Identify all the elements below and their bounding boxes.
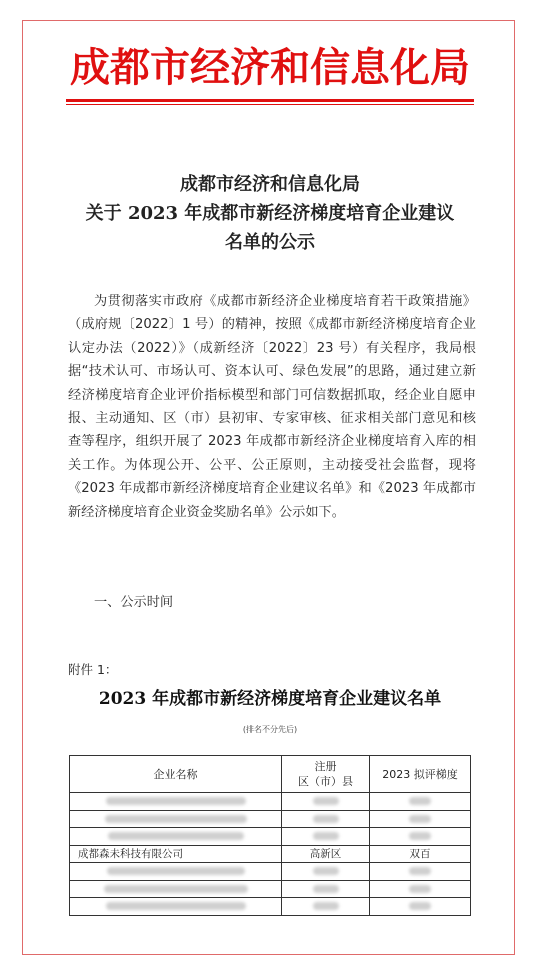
table-row-blurred bbox=[70, 793, 471, 811]
redacted-text bbox=[313, 797, 339, 805]
table-row-blurred bbox=[70, 863, 471, 881]
body-paragraph: 为贯彻落实市政府《成都市新经济企业梯度培育若干政策措施》（成府规〔2022〕1 号）的精神，按照《成都市新经济梯度培育企业认定办法（2022）》（成新经济〔2022〕23 号）有关程序，我局根据“技术认可、市场认可、资本认可、绿色发展”的思路，通过建立新经济梯度培育企业评价指标模型和部门可信数据抓取，经企业自愿申报、主动通知、区（市）县初审、专家审核、征求相关部门意见和核查等程序，组织开展了 2023 年成都市新经济企业梯度培育入库的相关工作。为体现公开、公平、公正原则，主动接受社会监督，现将《2023 年成都市新经济梯度培育企业建议名单》和《2023 年成都市新经济梯度培育企业资金奖励名单》公示如下。 bbox=[68, 294, 476, 520]
attachment-list-title: 2023 年成都市新经济梯度培育企业建议名单 bbox=[98, 689, 442, 709]
table-row-blurred bbox=[70, 880, 471, 898]
table-header-row bbox=[70, 756, 471, 793]
company-list-table bbox=[69, 755, 471, 916]
header-company-name: 企业名称 bbox=[70, 756, 282, 793]
masthead-rule-thin bbox=[66, 104, 474, 105]
district-cell: 高新区 bbox=[282, 845, 370, 863]
redacted-text bbox=[409, 815, 431, 823]
document-title-line3: 名单的公示 bbox=[225, 232, 315, 253]
redacted-text bbox=[409, 797, 431, 805]
redacted-text bbox=[105, 815, 247, 823]
header-district-line1: 注册 bbox=[314, 760, 337, 773]
redacted-text bbox=[313, 885, 339, 893]
section-heading-publicity-period: 一、公示时间 bbox=[94, 595, 174, 610]
table-row-blurred bbox=[70, 898, 471, 916]
table-row bbox=[70, 845, 471, 863]
redacted-text bbox=[313, 832, 339, 840]
redacted-text bbox=[409, 832, 431, 840]
company-name-cell: 成都森未科技有限公司 bbox=[70, 845, 282, 863]
redacted-text bbox=[104, 885, 248, 893]
table-row-blurred bbox=[70, 810, 471, 828]
redacted-text bbox=[106, 797, 246, 805]
agency-masthead: 成都市经济和信息化局 bbox=[70, 44, 470, 91]
header-district bbox=[282, 756, 370, 793]
header-district-line2: 区（市）县 bbox=[298, 775, 353, 788]
document-title-line1: 成都市经济和信息化局 bbox=[180, 174, 360, 195]
header-tier: 2023 拟评梯度 bbox=[370, 756, 471, 793]
table-row-blurred bbox=[70, 828, 471, 846]
ranking-note: (排名不分先后) bbox=[242, 725, 298, 734]
redacted-text bbox=[409, 867, 431, 875]
redacted-text bbox=[409, 885, 431, 893]
document-title-line2: 关于 2023 年成都市新经济梯度培育企业建议 bbox=[85, 203, 455, 224]
masthead-rule-thick bbox=[66, 99, 474, 102]
redacted-text bbox=[313, 867, 339, 875]
tier-cell: 双百 bbox=[370, 845, 471, 863]
redacted-text bbox=[313, 902, 339, 910]
attachment-label: 附件 1： bbox=[68, 662, 118, 677]
redacted-text bbox=[107, 867, 245, 875]
redacted-text bbox=[409, 902, 431, 910]
redacted-text bbox=[106, 902, 246, 910]
redacted-text bbox=[313, 815, 339, 823]
redacted-text bbox=[108, 832, 244, 840]
